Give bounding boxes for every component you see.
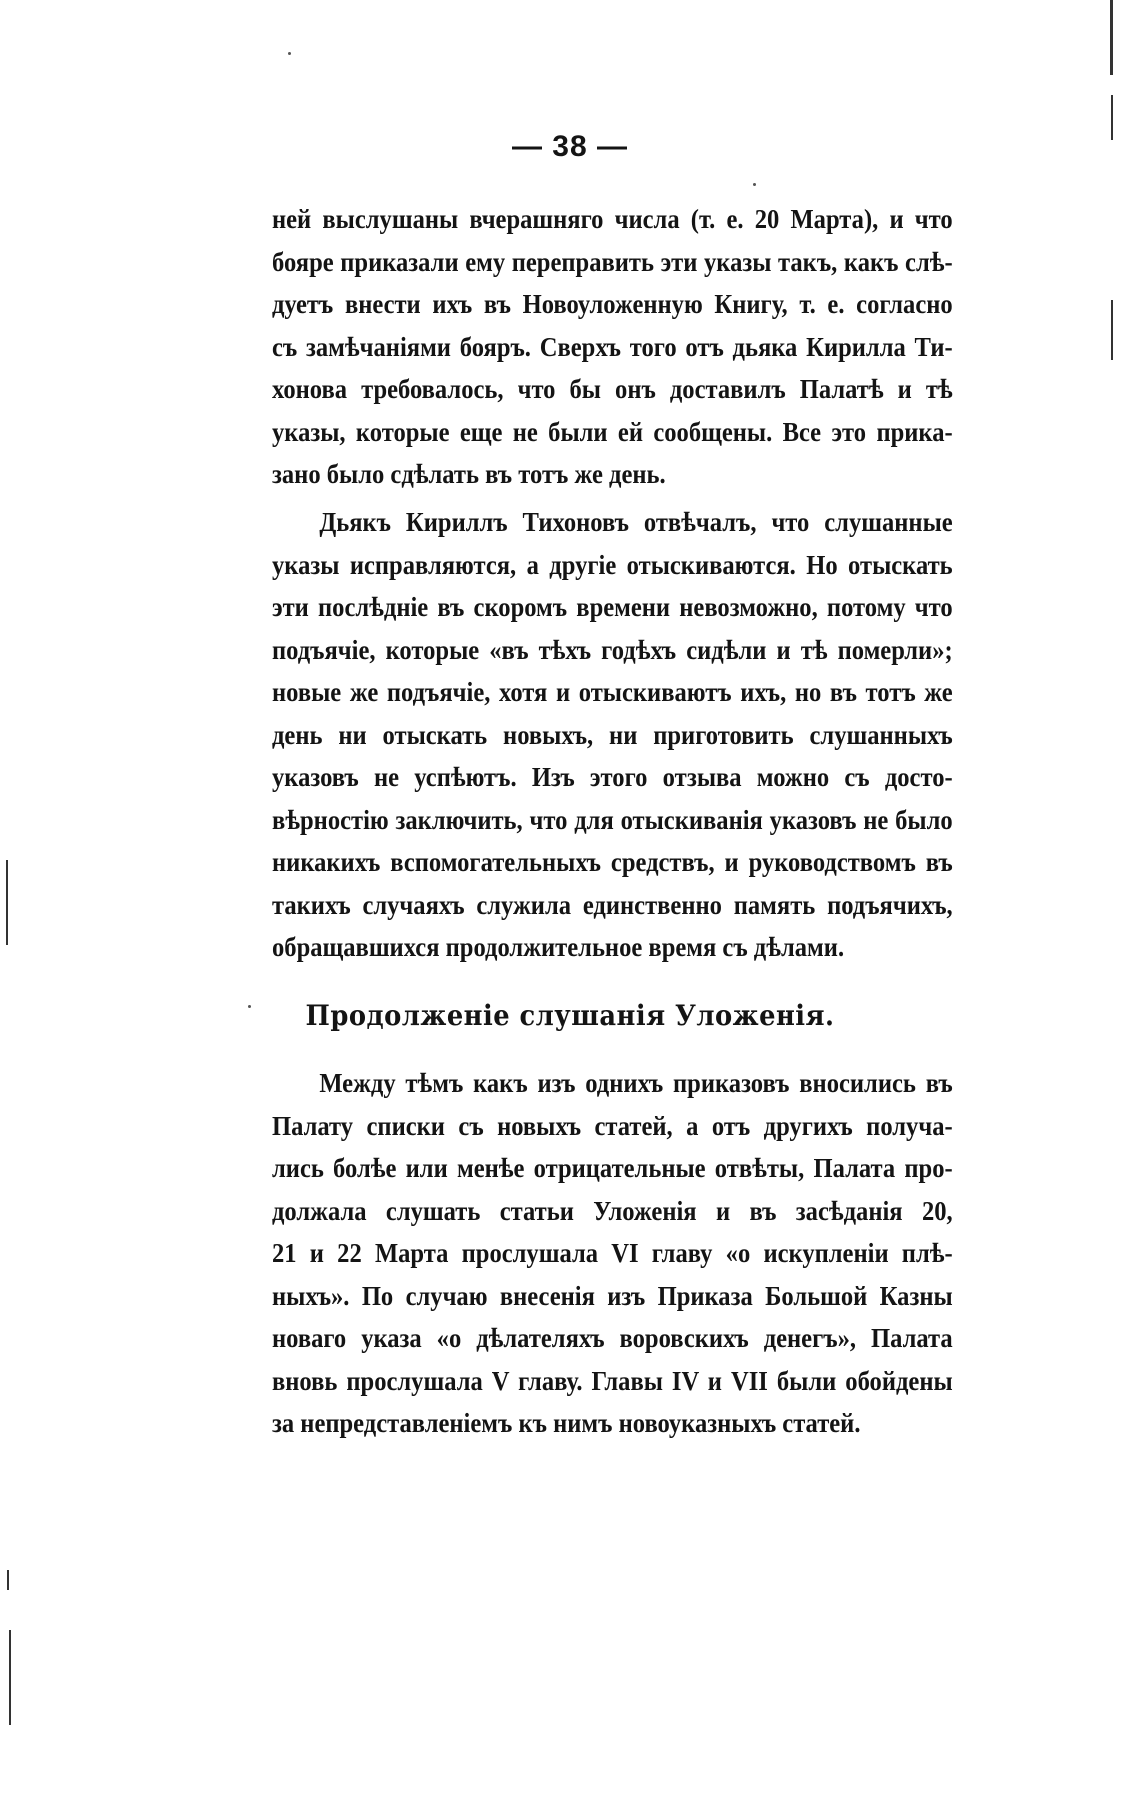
scan-speck xyxy=(288,52,291,55)
text-line: новаго указа «о дѣлателяхъ воровскихъ денегъ», Палата xyxy=(272,1323,953,1353)
paragraph-3 xyxy=(272,1062,953,1445)
section-heading: Продолженіе слушанія Уложенія. xyxy=(305,999,835,1032)
text-line: Дьякъ Кириллъ Тихоновъ отвѣчалъ, что слушанные xyxy=(319,507,953,537)
text-line: такихъ случаяхъ служила единственно память подъячихъ, xyxy=(272,889,953,920)
scan-speck xyxy=(753,183,756,186)
text-line: Палату списки съ новыхъ статей, а отъ другихъ получа- xyxy=(272,1110,953,1141)
scan-edge-mark xyxy=(7,1570,9,1590)
text-line: обращавшихся продолжительное время съ дѣлами. xyxy=(272,932,845,962)
text-line: дуетъ внести ихъ въ Новоуложенную Книгу, т. е. согласно xyxy=(272,289,953,319)
text-line: 21 и 22 Марта прослушала VI главу «о искупленіи плѣ- xyxy=(272,1238,953,1268)
paragraph-2 xyxy=(272,501,953,969)
text-line: вѣрностію заключить, что для отыскиванія указовъ не было xyxy=(272,804,953,835)
scan-edge-mark xyxy=(6,860,8,945)
scan-edge-mark xyxy=(1111,300,1113,360)
text-line: подъячіе, которые «въ тѣхъ годѣхъ сидѣли и тѣ померли»; xyxy=(272,634,953,665)
text-line: бояре приказали ему переправить эти указы такъ, какъ слѣ- xyxy=(272,246,953,277)
text-line: день ни отыскать новыхъ, ни приготовить слушанныхъ xyxy=(272,719,953,750)
text-line: ныхъ». По случаю внесенія изъ Приказа Большой Казны xyxy=(272,1280,953,1311)
text-line: за непредставленіемъ къ нимъ новоуказныхъ статей. xyxy=(272,1408,861,1438)
page-number: — 38 — xyxy=(511,130,629,163)
text-line: хонова требовалось, что бы онъ доставилъ Палатѣ и тѣ xyxy=(272,374,953,404)
text-line: указы, которые еще не были ей сообщены. Все это прика- xyxy=(272,416,953,447)
paragraph-1 xyxy=(272,198,953,496)
text-line: ней выслушаны вчерашняго числа (т. е. 20 Марта), и что xyxy=(272,204,953,234)
scan-edge-mark xyxy=(9,1630,11,1725)
text-line: указы исправляются, а другіе отыскиваются. Но отыскать xyxy=(272,549,953,580)
text-line: Между тѣмъ какъ изъ однихъ приказовъ вносились въ xyxy=(319,1068,953,1098)
text-line: никакихъ вспомогательныхъ средствъ, и руководствомъ въ xyxy=(272,847,953,877)
text-line: эти послѣдніе въ скоромъ времени невозможно, потому что xyxy=(272,592,953,622)
text-line: должала слушать статьи Уложенія и въ засѣданія 20, xyxy=(272,1195,953,1226)
text-line: зано было сдѣлать въ тотъ же день. xyxy=(272,459,666,489)
text-line: указовъ не успѣютъ. Изъ этого отзыва можно съ досто- xyxy=(272,762,953,792)
text-line: вновь прослушала V главу. Главы IV и VII были обойдены xyxy=(272,1365,953,1396)
text-line: новые же подъячіе, хотя и отыскиваютъ ихъ, но въ тотъ же xyxy=(272,677,953,707)
text-line: съ замѣчаніями бояръ. Сверхъ того отъ дьяка Кирилла Ти- xyxy=(272,331,953,362)
scan-edge-mark xyxy=(1110,0,1113,75)
text-line: лись болѣе или менѣе отрицательные отвѣты, Палата про- xyxy=(272,1153,953,1183)
